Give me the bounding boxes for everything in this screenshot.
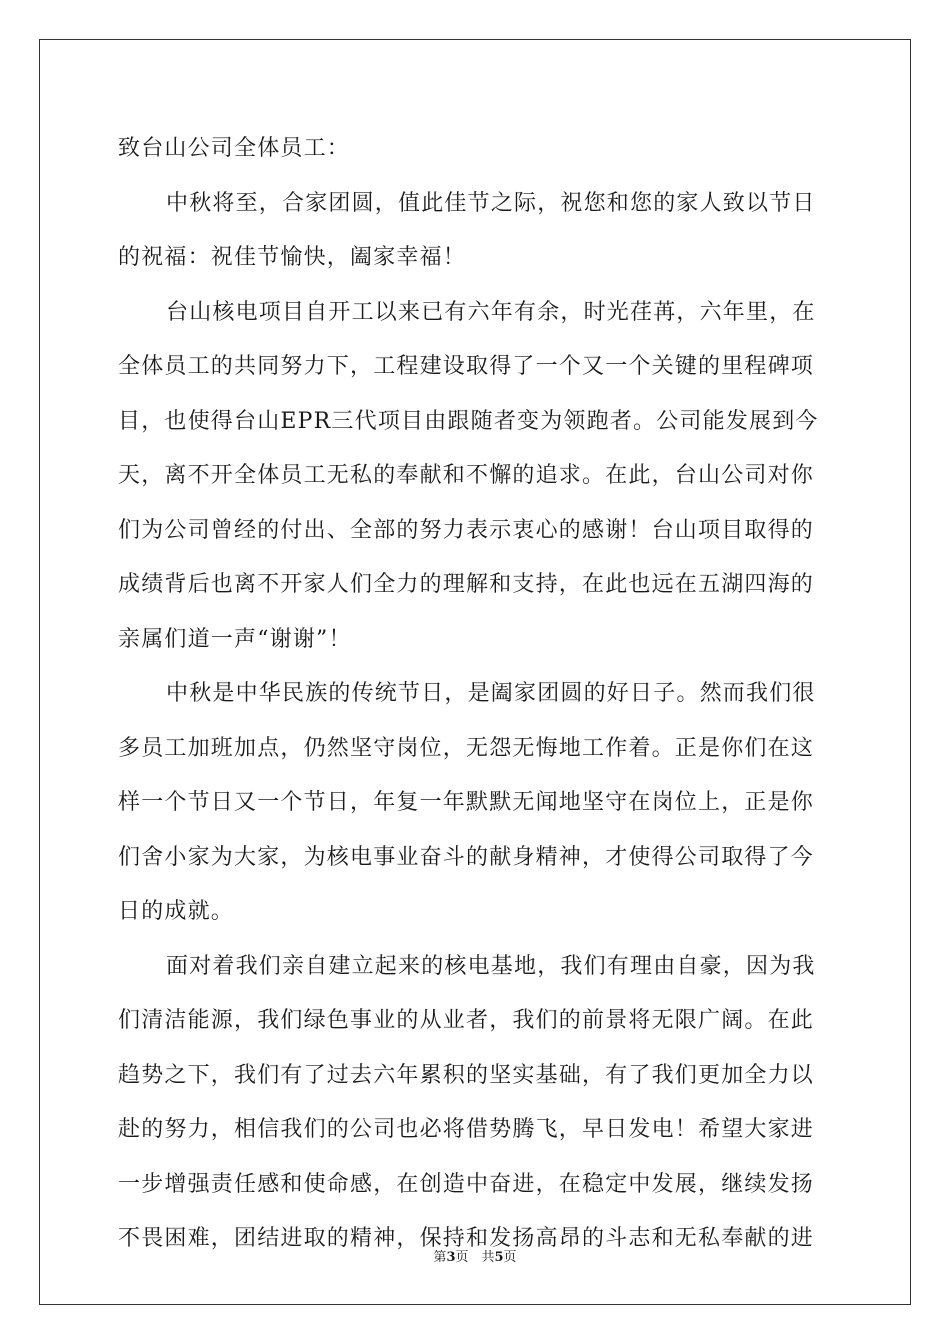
letter-body [118, 122, 838, 1267]
paragraph-line: 目，也使得台山EPR三代项目由跟随者变为领跑者。公司能发展到今 [118, 408, 819, 434]
paragraph-line: 面对着我们亲自建立起来的核电基地，我们有理由自豪，因为我 [166, 953, 816, 979]
page-prefix: 第 [433, 1250, 447, 1265]
paragraph-line: 赴的努力，相信我们的公司也必将借势腾飞，早日发电！希望大家进 [118, 1117, 815, 1142]
page-total: 5 [494, 1250, 504, 1265]
paragraph-line: 亲属们道一声“谢谢”！ [118, 626, 352, 652]
paragraph-line: 样一个节日又一个节日，年复一年默默无闻地坚守在岗位上，正是你 [118, 790, 815, 815]
paragraph-line: 趋势之下，我们有了过去六年累积的坚实基础，有了我们更加全力以 [118, 1062, 815, 1088]
paragraph-line: 天，离不开全体员工无私的奉献和不懈的追求。在此，台山公司对你 [118, 463, 815, 488]
page-mid: 页 共 [455, 1250, 495, 1265]
page-footer [0, 1246, 950, 1265]
paragraph-line: 全体员工的共同努力下，工程建设取得了一个又一个关键的里程碑项 [118, 354, 815, 379]
salutation: 致台山公司全体员工： [118, 136, 351, 161]
paragraph-line: 成绩背后也离不开家人们全力的理解和支持，在此也远在五湖四海的 [118, 572, 815, 597]
paragraph-line: 一步增强责任感和使命感，在创造中奋进，在稳定中发展，继续发扬 [118, 1171, 815, 1197]
page-suffix: 页 [503, 1250, 517, 1265]
paragraph-line: 不畏困难，团结进取的精神，保持和发扬高昂的斗志和无私奉献的进 [118, 1226, 815, 1251]
paragraph-line: 日的成就。 [118, 899, 235, 924]
paragraph-line: 们为公司曾经的付出、全部的努力表示衷心的感谢！台山项目取得的 [118, 517, 815, 543]
page-current: 3 [446, 1250, 456, 1265]
paragraph-line: 中秋是中华民族的传统节日，是阖家团圆的好日子。然而我们很 [166, 681, 816, 706]
paragraph-line: 们清洁能源，我们绿色事业的从业者，我们的前景将无限广阔。在此 [118, 1008, 815, 1033]
paragraph-line: 中秋将至，合家团圆，值此佳节之际，祝您和您的家人致以节日 [166, 190, 816, 216]
paragraph-line: 台山核电项目自开工以来已有六年有余，时光荏苒，六年里，在 [166, 299, 816, 325]
paragraph-line: 的祝福：祝佳节愉快，阖家幸福！ [118, 245, 467, 270]
paragraph-line: 们舍小家为大家，为核电事业奋斗的献身精神，才使得公司取得了今 [118, 844, 815, 870]
paragraph-line: 多员工加班加点，仍然坚守岗位，无怨无悔地工作着。正是你们在这 [118, 735, 815, 761]
